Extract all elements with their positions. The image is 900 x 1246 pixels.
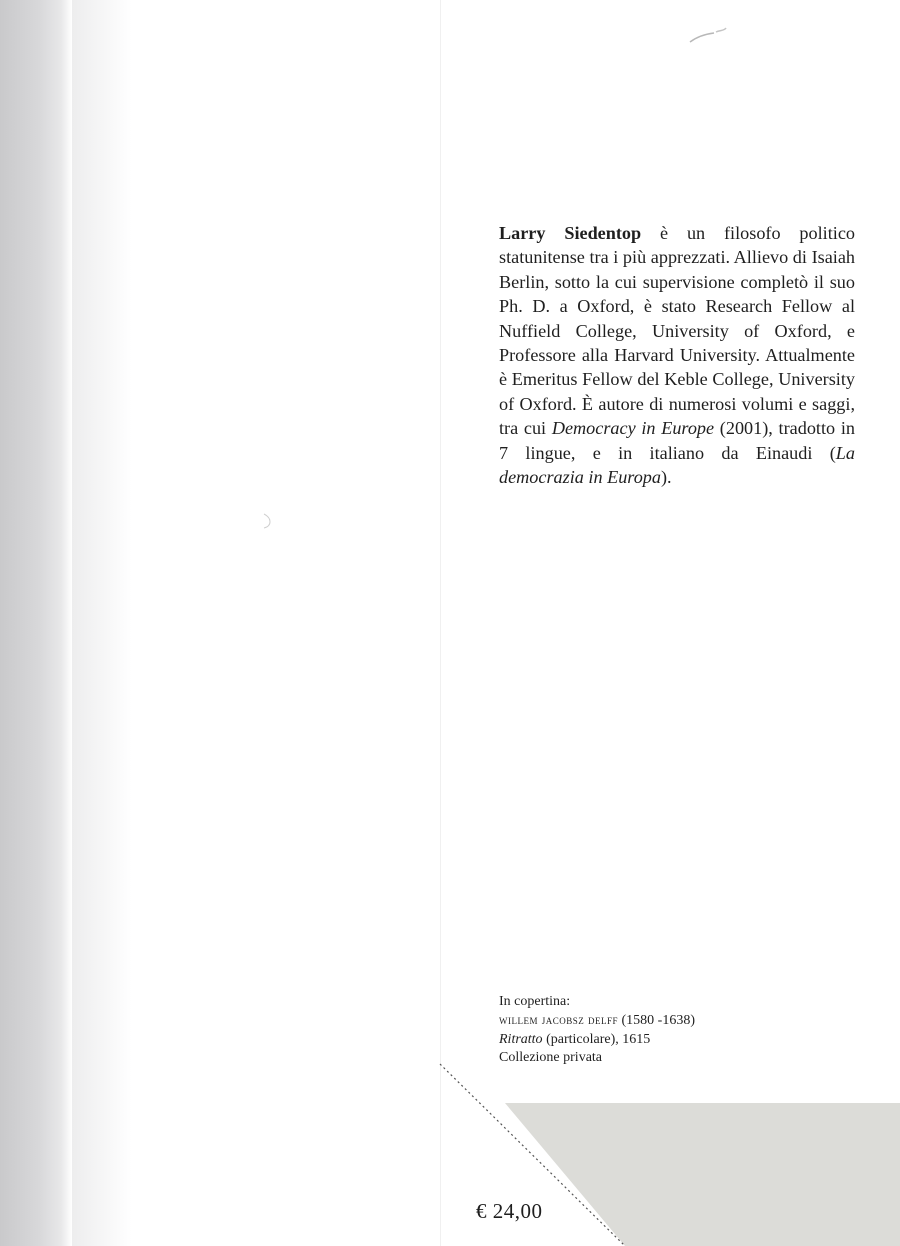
work-detail: (particolare), 1615 [542,1031,651,1047]
price-label: € 24,00 [476,1199,543,1223]
bio-text-3: ). [661,467,672,488]
bio-text-1: è un filosofo politico statunitense tra i più apprezzati. Allievo di Isaiah Berlin, sotto la cui supervisione completò il suo Ph. D. a Oxford, è stato Research Fellow al Nuffield College, University of Oxford, e Professore alla Harvard University. Attualmente è Emeritus Fellow del Keble College, University of Oxford. È autore di numerosi volumi e saggi, tra cui [499,223,855,439]
gray-corner-panel [505,1103,900,1246]
artist-name: willem jacobsz delff [499,1012,619,1028]
work-title: Ritratto [499,1031,543,1047]
cover-label: In copertina: [499,994,571,1009]
author-name: Larry Siedentop [499,223,642,243]
artist-dates: (1580 -1638) [618,1013,696,1029]
collection-line: Collezione privata [499,1049,603,1065]
book-title-italian: La democrazia in Europa [499,442,855,488]
bio-text-2: (2001), tradotto in 7 lingue, e in italiano da Einaudi ( [499,418,855,463]
book-title-english: Democracy in Europe [551,418,715,439]
